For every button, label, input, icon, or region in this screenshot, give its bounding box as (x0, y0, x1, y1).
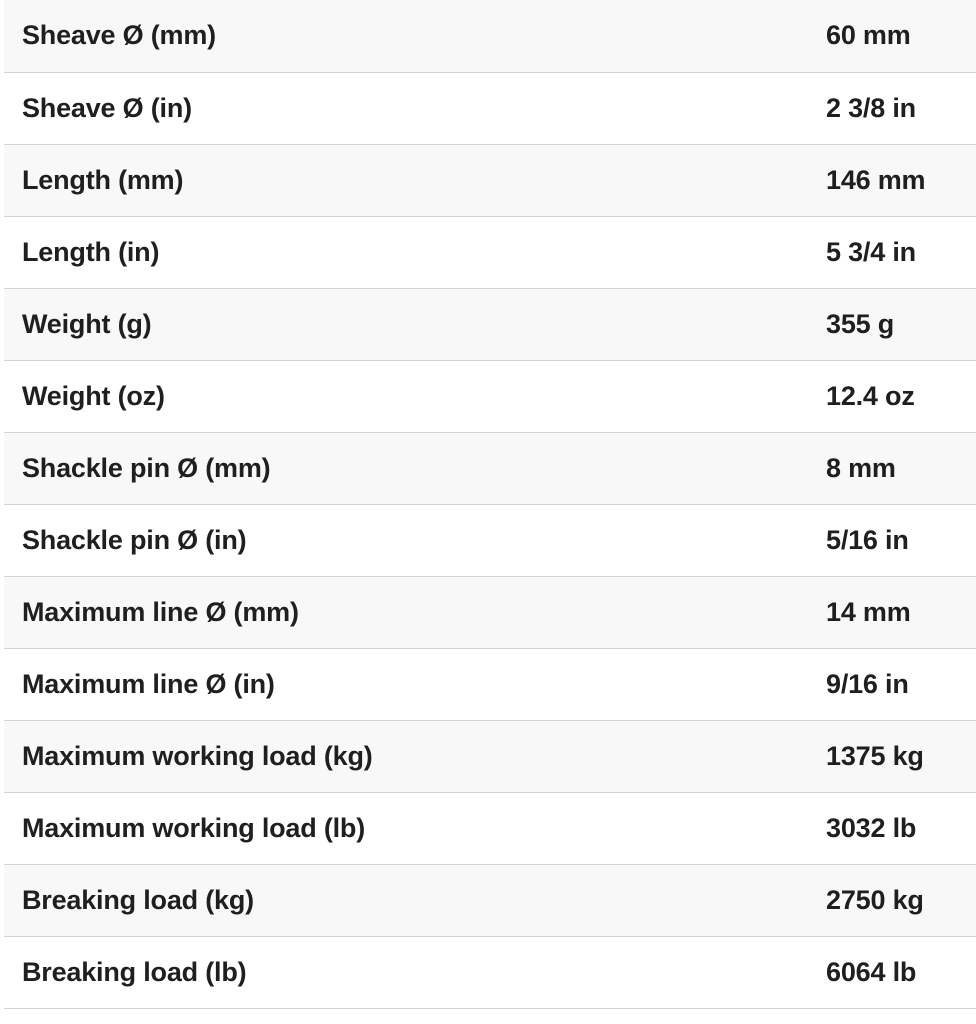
spec-value: 355 g (826, 308, 895, 339)
spec-label: Shackle pin Ø (mm) (22, 452, 271, 483)
spec-value: 3032 lb (826, 812, 917, 843)
spec-label: Sheave Ø (in) (22, 92, 192, 123)
table-row (4, 936, 976, 1008)
spec-label: Shackle pin Ø (in) (22, 524, 247, 555)
table-row (4, 720, 976, 792)
spec-value: 6064 lb (826, 956, 917, 987)
spec-value: 2750 kg (826, 884, 924, 915)
table-row (4, 216, 976, 288)
spec-value: 5/16 in (826, 524, 909, 555)
table-row (4, 0, 976, 72)
spec-value: 60 mm (826, 20, 911, 51)
spec-label: Maximum line Ø (mm) (22, 596, 299, 627)
spec-label: Length (in) (22, 236, 160, 267)
spec-label: Breaking load (lb) (22, 956, 247, 987)
table-row (4, 432, 976, 504)
spec-value: 12.4 oz (826, 380, 915, 411)
spec-label: Maximum working load (lb) (22, 812, 366, 843)
spec-label: Maximum line Ø (in) (22, 668, 275, 699)
spec-label: Maximum working load (kg) (22, 740, 373, 771)
table-row (4, 576, 976, 648)
spec-label: Weight (oz) (22, 380, 165, 411)
spec-label: Weight (g) (22, 308, 152, 339)
table-row (4, 648, 976, 720)
spec-value: 5 3/4 in (826, 236, 916, 267)
spec-value: 2 3/8 in (826, 92, 916, 123)
table-row (4, 504, 976, 576)
spec-value: 146 mm (826, 164, 926, 195)
table-row (4, 792, 976, 864)
spec-label: Length (mm) (22, 164, 184, 195)
table-row (4, 864, 976, 936)
spec-label: Sheave Ø (mm) (22, 20, 216, 51)
specifications-table (4, 0, 976, 1009)
spec-value: 9/16 in (826, 668, 909, 699)
spec-label: Breaking load (kg) (22, 884, 254, 915)
table-row (4, 72, 976, 144)
table-row (4, 288, 976, 360)
spec-value: 14 mm (826, 596, 911, 627)
table-row (4, 144, 976, 216)
spec-value: 1375 kg (826, 740, 924, 771)
spec-value: 8 mm (826, 452, 896, 483)
table-row (4, 360, 976, 432)
